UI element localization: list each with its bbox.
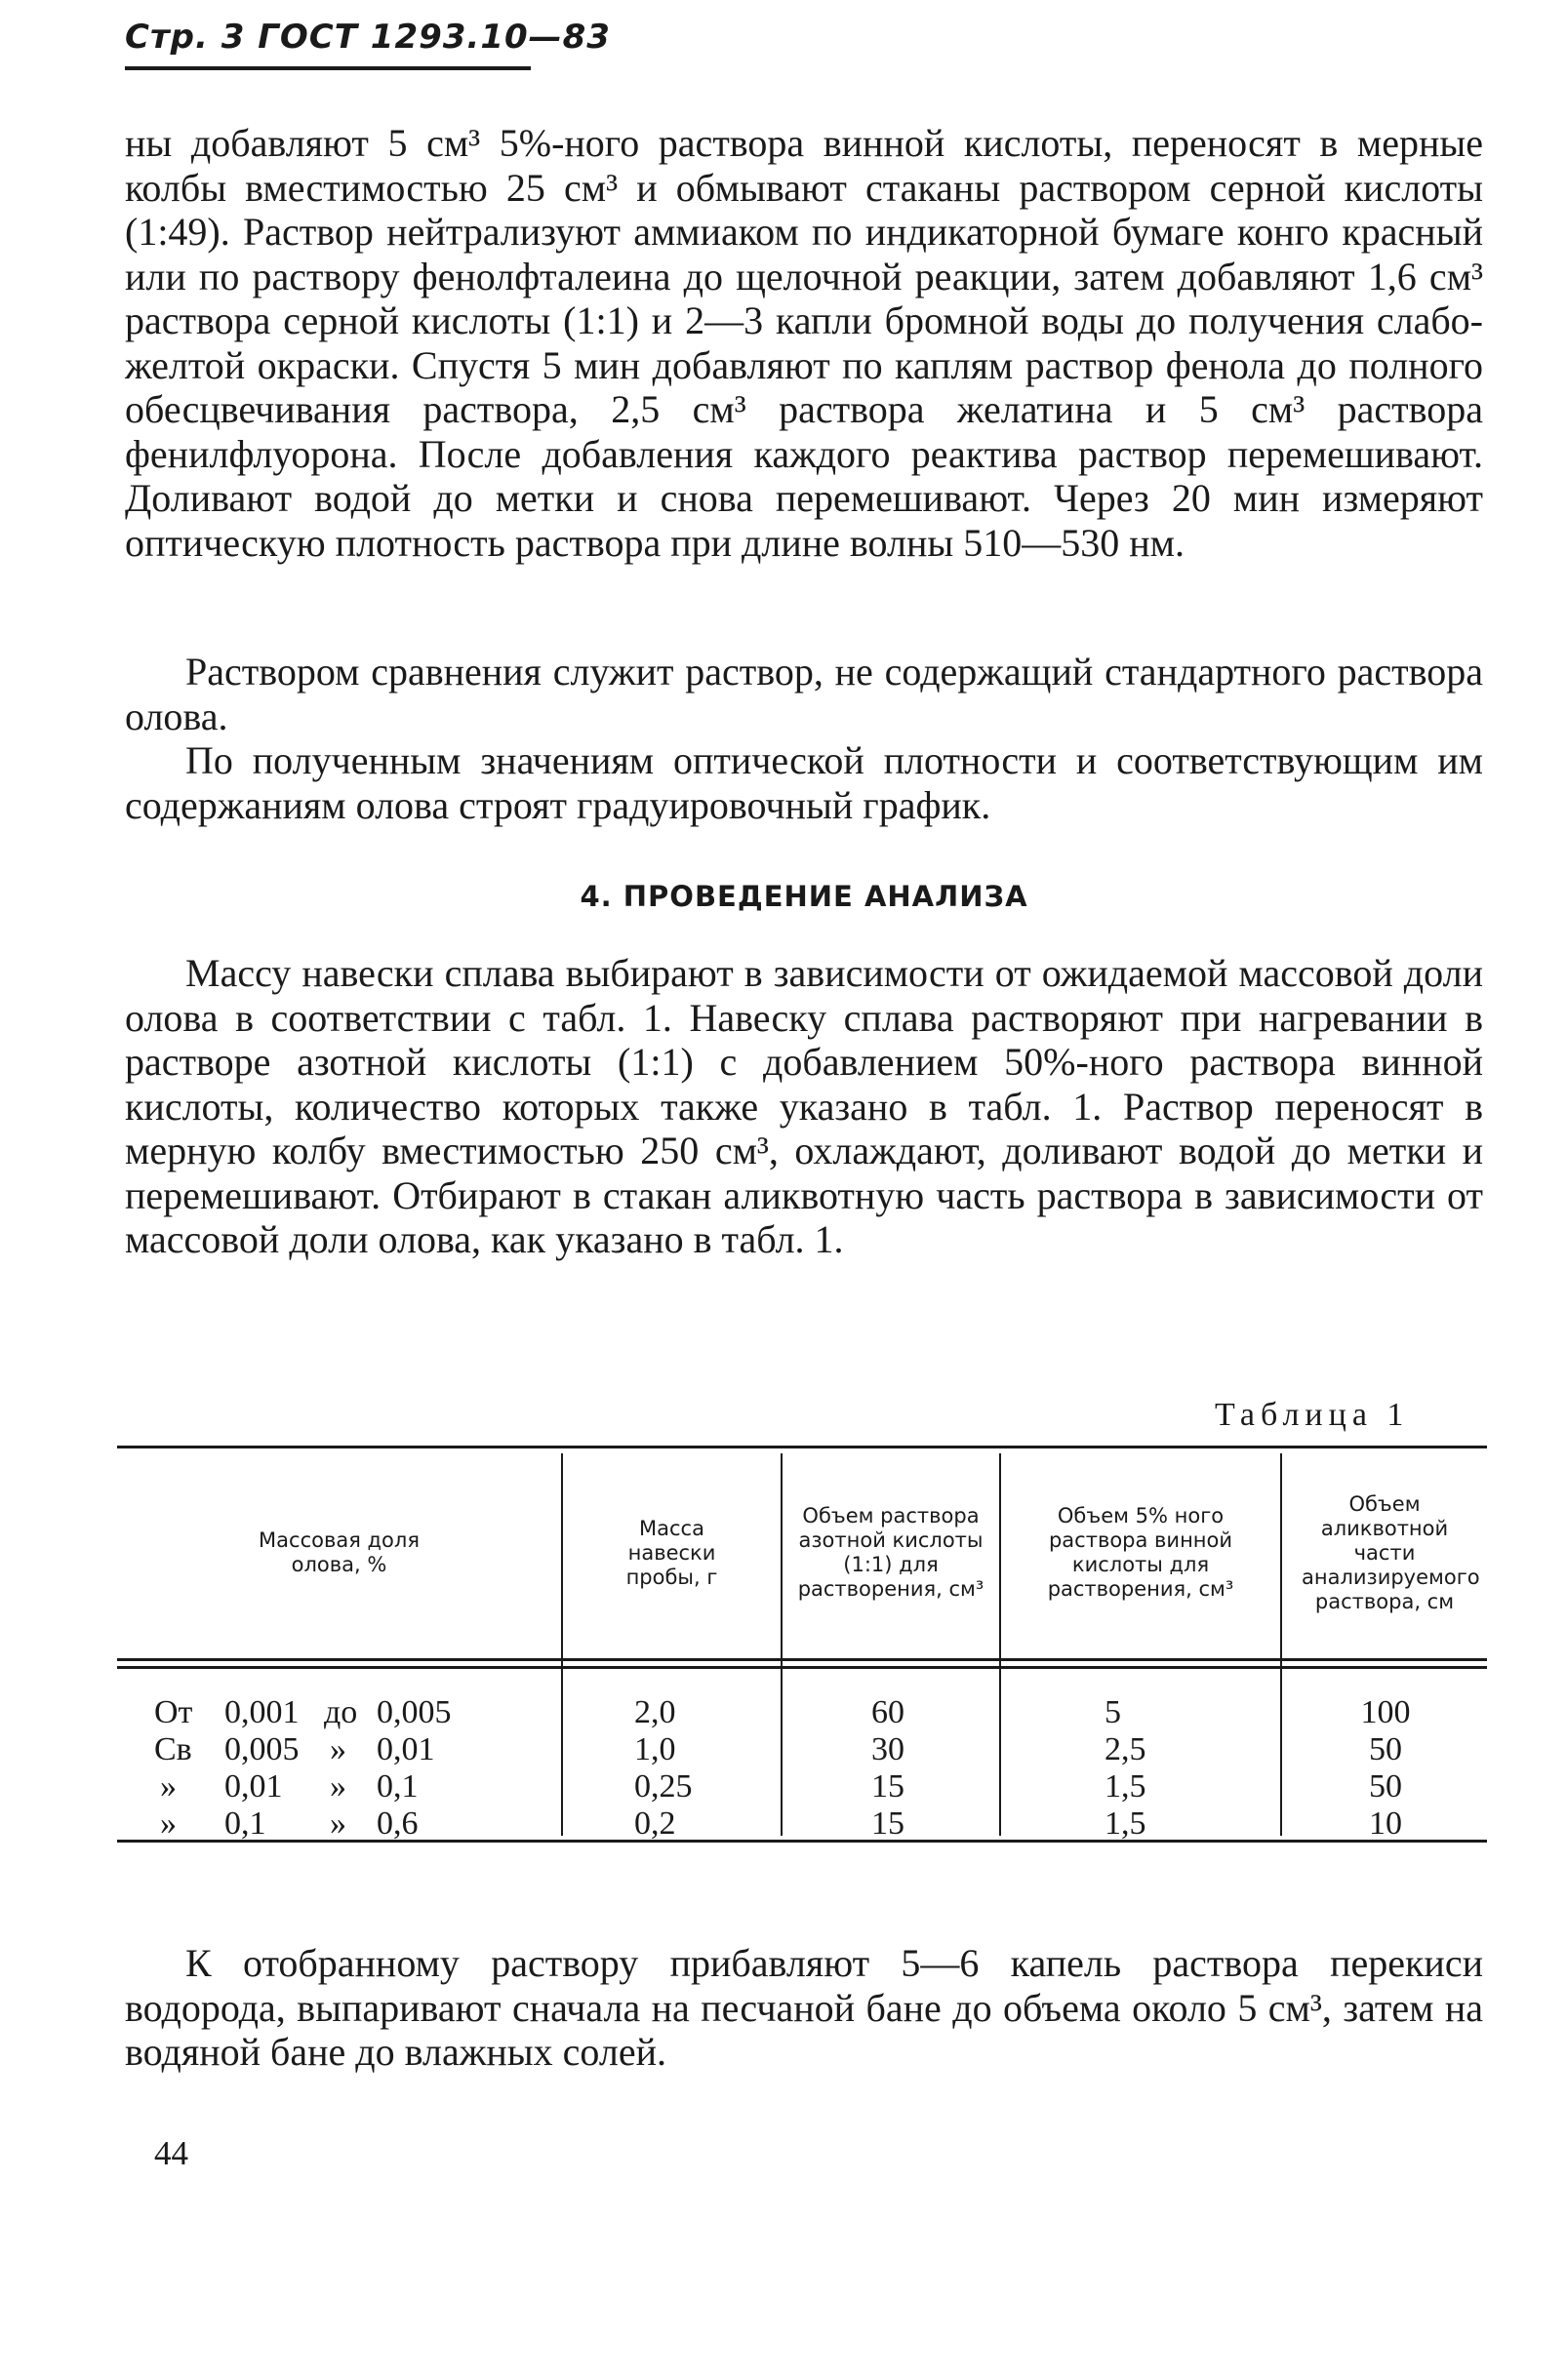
header-mass-fraction: Массовая доля олова, % xyxy=(259,1528,420,1576)
table-cell: 0,005 xyxy=(224,1731,300,1767)
table-cell: От xyxy=(154,1694,193,1730)
col-from xyxy=(224,1694,322,1843)
table-cell: 1,0 xyxy=(634,1731,676,1767)
table-cell: 15 xyxy=(871,1805,904,1842)
header-rule xyxy=(125,66,531,70)
table-cell: 1,5 xyxy=(1105,1805,1146,1842)
paragraph-4: Массу навески сплава выбирают в зависимости от ожидаемой массовой доли олова в соответствии с табл. 1. Навеску сплава растворяют при нагревании в растворе азотной кислоты (1:1) с добавлением 50%-ного раствора винной кислоты, количество которых также указано в табл. 1. Раствор переносят в мерную колбу вместимостью 250 см³, охлаждают, доливают водой до метки и перемешивают. Отбирают в стакан аликвотную часть раствора в зависимости от массовой доли олова, как указано в табл. 1. xyxy=(125,951,1483,1261)
table-cell: 0,1 xyxy=(224,1805,266,1842)
table-cell: 15 xyxy=(871,1768,904,1805)
table-cell: 2,5 xyxy=(1105,1731,1146,1767)
col-nitric xyxy=(839,1694,937,1843)
table-cell: » xyxy=(330,1805,346,1842)
table-cell: 60 xyxy=(871,1694,904,1730)
col-prefix xyxy=(154,1694,213,1843)
paragraph-1: ны добавляют 5 см³ 5%-ного раствора винной кислоты, переносят в мерные колбы вместимостью 25 см³ и обмывают стаканы раствором серной кислоты (1:49). Раствор нейтрализуют аммиаком по индикаторной бумаге конго красный или по раствору фенолфталеина до щелочной реакции, затем добавляют 1,6 см³ раствора серной кислоты (1:1) и 2—3 капли бромной воды до получения слабо-желтой окраски. Спустя 5 мин добавляют по каплям раствор фенола до полного обесцвечивания раствора, 2,5 см³ раствора желатина и 5 см³ раствора фенилфлуорона. После добавления каждого реактива раствор перемешивают. Доливают водой до метки и снова перемешивают. Через 20 мин измеряют оптическую плотность раствора при длине волны 510—530 нм. xyxy=(125,121,1483,565)
table-cell: 0,01 xyxy=(377,1731,435,1767)
paragraph-5: К отобранному раствору прибавляют 5—6 капель раствора перекиси водорода, выпаривают сначала на песчаной бане до объема около 5 см³, затем на водяной бане до влажных солей. xyxy=(125,1941,1483,2074)
header-sample-mass: Масса навески пробы, г xyxy=(625,1516,718,1589)
paragraph-2: Раствором сравнения служит раствор, не содержащий стандартного раствора олова. xyxy=(125,650,1483,738)
header-aliquot-volume: Объем аликвотной части анализируемого раствора, см xyxy=(1302,1491,1480,1613)
table-caption: Таблица 1 xyxy=(1215,1397,1410,1433)
col-mass xyxy=(634,1694,712,1843)
table-cell: 50 xyxy=(1369,1768,1402,1805)
table-cell: 1,5 xyxy=(1105,1768,1146,1805)
page-number: 44 xyxy=(154,2134,188,2172)
table-cell: до xyxy=(324,1694,358,1730)
header-nitric-volume: Объем раствора азотной кислоты (1:1) для растворения, см³ xyxy=(797,1504,984,1601)
table-cell: 2,0 xyxy=(634,1694,676,1730)
col-conj xyxy=(324,1694,373,1843)
section-title: 4. ПРОВЕДЕНИЕ АНАЛИЗА xyxy=(580,880,1028,913)
table-top-rule xyxy=(117,1446,1487,1448)
data-table xyxy=(117,1446,1487,1843)
table-cell: 10 xyxy=(1369,1805,1402,1842)
table-cell: » xyxy=(330,1731,346,1767)
table-cell: 5 xyxy=(1105,1694,1121,1730)
table-bottom-rule xyxy=(117,1840,1487,1843)
paragraph-3: По полученным значениям оптической плотности и соответствующим им содержаниям олова строят градуировочный график. xyxy=(125,738,1483,827)
running-header: Стр. 3 ГОСТ 1293.10—83 xyxy=(125,18,611,57)
table-cell: 0,2 xyxy=(634,1805,676,1842)
table-cell: 0,25 xyxy=(634,1768,693,1805)
table-cell: 0,01 xyxy=(224,1768,283,1805)
col-to xyxy=(377,1694,484,1843)
table-cell: » xyxy=(160,1805,177,1842)
table-cell: 0,1 xyxy=(377,1768,419,1805)
table-cell: Св xyxy=(154,1731,192,1767)
table-cell: 100 xyxy=(1360,1694,1411,1730)
table-cell: 0,001 xyxy=(224,1694,300,1730)
table-cell: » xyxy=(330,1768,346,1805)
header-tartaric-volume: Объем 5% ного раствора винной кислоты для растворения, см³ xyxy=(1047,1504,1234,1601)
table-cell: 0,005 xyxy=(377,1694,452,1730)
table-cell: 0,6 xyxy=(377,1805,419,1842)
table-cell: 50 xyxy=(1369,1731,1402,1767)
col-tartaric xyxy=(1105,1694,1183,1843)
table-cell: 30 xyxy=(871,1731,904,1767)
table-cell: » xyxy=(160,1768,177,1805)
col-aliquot xyxy=(1337,1694,1434,1843)
